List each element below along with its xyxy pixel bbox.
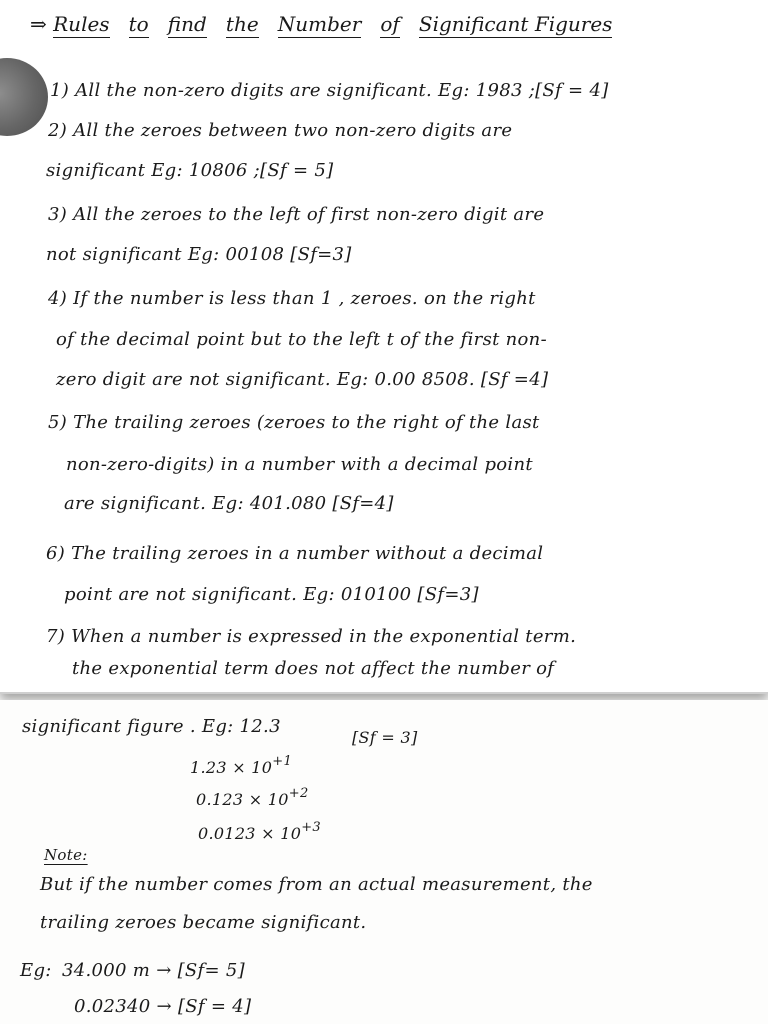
rule-6a: 6) The trailing zeroes in a number without a decimal [46, 543, 544, 564]
notebook-page-bottom [0, 700, 768, 1024]
title-word-find: find [167, 12, 207, 36]
note-label [44, 846, 88, 864]
exp-3-base: 0.0123 × 10 [198, 824, 302, 843]
rule-4c: zero digit are not significant. Eg: 0.00 8508. [Sf =4] [56, 369, 549, 390]
rule-3a: 3) All the zeroes to the left of first non-zero digit are [48, 204, 545, 225]
rule-6b: point are not significant. Eg: 010100 [Sf=3] [64, 584, 479, 605]
rule-5a: 5) The trailing zeroes (zeroes to the right of the last [48, 412, 540, 433]
title-word-rules: Rules [53, 12, 110, 36]
page-title [30, 12, 612, 36]
exp-2-base: 0.123 × 10 [196, 790, 289, 809]
rule-7b: the exponential term does not affect the number of [72, 658, 555, 679]
eg-label: Eg: [20, 960, 52, 981]
rule-1: 1) All the non-zero digits are significant. Eg: 1983 ;[Sf = 4] [50, 80, 609, 101]
exp-line-2 [196, 786, 309, 809]
rule-2b: significant Eg: 10806 ;[Sf = 5] [46, 160, 334, 181]
exp-2-power: +2 [288, 786, 309, 801]
exp-line-3 [198, 820, 321, 843]
note-line-1: But if the number comes from an actual measurement, the [40, 874, 593, 895]
rule-5c: are significant. Eg: 401.080 [Sf=4] [64, 493, 394, 514]
exp-3-power: +3 [301, 820, 321, 835]
rule-5b: non-zero-digits) in a number with a decimal point [66, 454, 533, 475]
example-1: 34.000 m → [Sf= 5] [62, 960, 245, 981]
note-label-text: Note: [44, 846, 88, 864]
rule-4b: of the decimal point but to the left t of the first non- [56, 329, 547, 350]
exp-1-power: +1 [272, 754, 293, 769]
title-word-significant-figures: Significant Figures [418, 12, 613, 36]
exp-1-base: 1.23 × 10 [190, 758, 273, 777]
title-word-number: Number [277, 12, 362, 36]
note-line-2: trailing zeroes became significant. [40, 912, 367, 933]
title-arrow: ⇒ [30, 12, 47, 36]
rule-7c: significant figure . Eg: 12.3 [22, 716, 281, 737]
title-word-to: to [128, 12, 149, 36]
title-word-the: the [225, 12, 259, 36]
title-word-of: of [380, 12, 400, 36]
rule-4a: 4) If the number is less than 1 , zeroes. on the right [48, 288, 536, 309]
thumb-shadow [0, 58, 48, 136]
sf-12-3: [Sf = 3] [352, 728, 418, 747]
exp-line-1 [190, 754, 293, 777]
rule-3b: not significant Eg: 00108 [Sf=3] [46, 244, 352, 265]
rule-2a: 2) All the zeroes between two non-zero digits are [48, 120, 513, 141]
rule-7a: 7) When a number is expressed in the exponential term. [46, 626, 577, 647]
example-2: 0.02340 → [Sf = 4] [74, 996, 252, 1017]
